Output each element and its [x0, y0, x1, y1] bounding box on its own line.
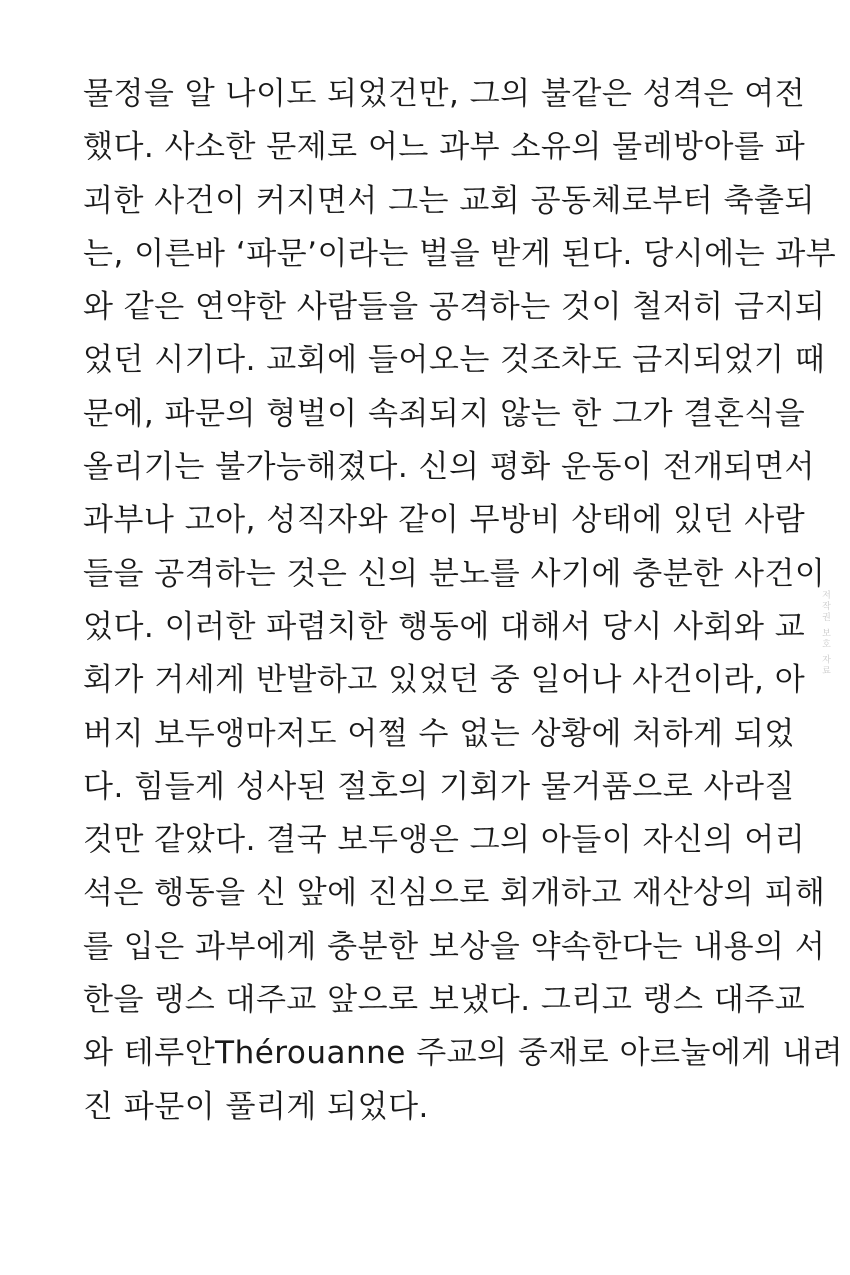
text-line: 과부나 고아, 성직자와 같이 무방비 상태에 있던 사람: [83, 502, 806, 539]
text-line: 는, 이른바 ‘파문’이라는 벌을 받게 된다. 당시에는 과부: [83, 235, 837, 272]
text-line: 물정을 알 나이도 되었건만, 그의 불같은 성격은 여전: [83, 76, 806, 112]
text-line: 다. 힘들게 성사된 절호의 기회가 물거품으로 사라질: [83, 768, 795, 805]
text-line: 했다. 사소한 문제로 어느 과부 소유의 물레방아를 파: [83, 129, 806, 166]
text-line: 석은 행동을 신 앞에 진심으로 회개하고 재산상의 피해: [83, 875, 826, 912]
text-line: 를 입은 과부에게 충분한 보상을 약속한다는 내용의 서: [83, 928, 826, 965]
text-line: 버지 보두앵마저도 어쩔 수 없는 상황에 처하게 되었: [83, 715, 795, 752]
copyright-watermark: 저작권 보호 자료: [820, 590, 830, 677]
text-line: 괴한 사건이 커지면서 그는 교회 공동체로부터 축출되: [83, 182, 815, 219]
text-line: 올리기는 불가능해졌다. 신의 평화 운동이 전개되면서: [83, 449, 815, 486]
text-line: 와 테루안Thérouanne 주교의 중재로 아르눌에게 내려: [83, 1035, 844, 1072]
text-line: 었던 시기다. 교회에 들어오는 것조차도 금지되었기 때: [83, 342, 826, 379]
text-line: 것만 같았다. 결국 보두앵은 그의 아들이 자신의 어리: [83, 822, 806, 859]
text-line: 와 같은 연약한 사람들을 공격하는 것이 철저히 금지되: [83, 289, 826, 326]
text-line: 진 파문이 풀리게 되었다.: [83, 1088, 429, 1125]
text-line: 문에, 파문의 형벌이 속죄되지 않는 한 그가 결혼식을: [83, 395, 806, 432]
text-line: 들을 공격하는 것은 신의 분노를 사기에 충분한 사건이: [83, 555, 826, 592]
text-line: 었다. 이러한 파렴치한 행동에 대해서 당시 사회와 교: [83, 608, 806, 645]
text-line: 회가 거세게 반발하고 있었던 중 일어나 사건이라, 아: [83, 662, 806, 699]
text-line: 한을 랭스 대주교 앞으로 보냈다. 그리고 랭스 대주교: [83, 982, 806, 1019]
